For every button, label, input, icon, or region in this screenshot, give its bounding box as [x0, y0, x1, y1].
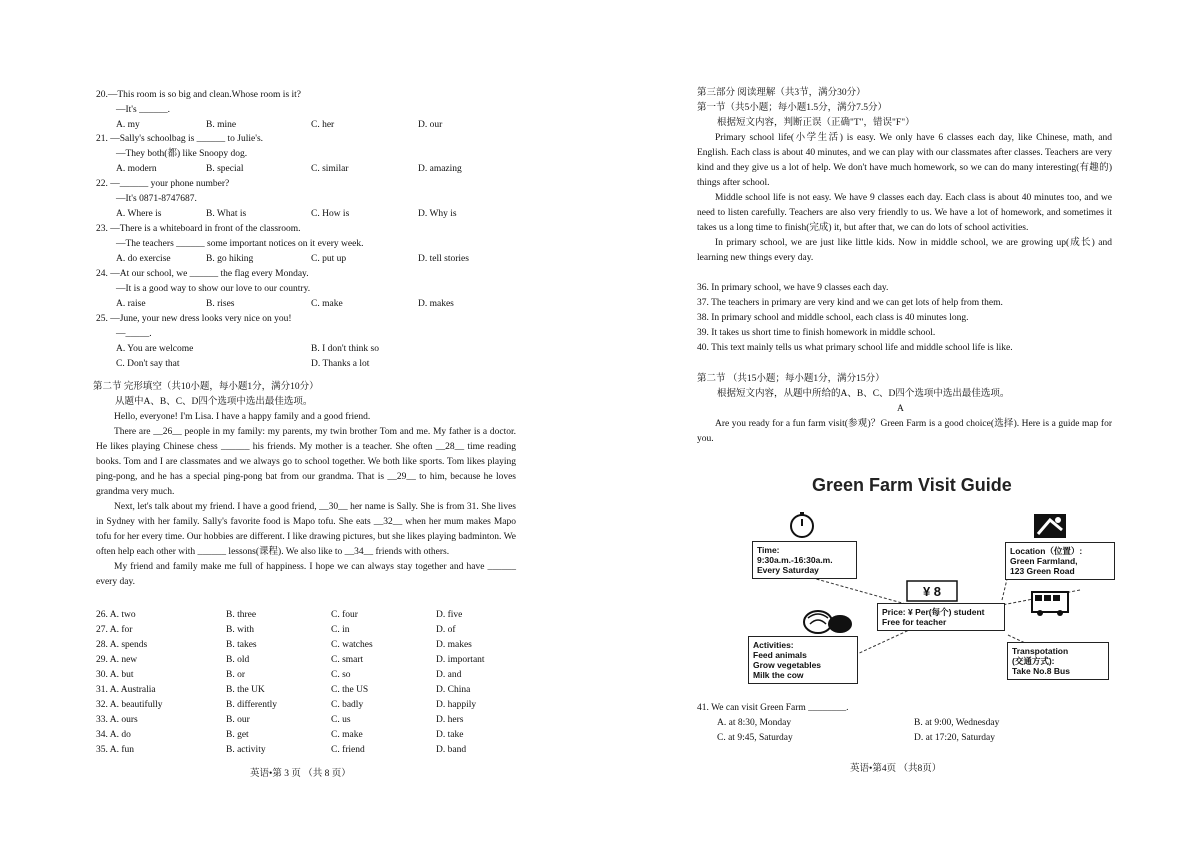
cloze-heading: 第二节 完形填空（共10小题，每小题1分，满分10分） [93, 382, 319, 392]
price-line: Price: ¥ Per(每个) student [882, 607, 985, 617]
statement: 40. This text mainly tells us what primary school life and middle school life is like. [697, 343, 1013, 353]
statement: 39. It takes us short time to finish homework in middle school. [697, 328, 936, 338]
clock-icon [788, 511, 816, 539]
question-line: 24. —At our school, we ______ the flag every Monday. [96, 269, 309, 279]
cloze-option-row: 30. A. but B. or C. so D. and [96, 670, 462, 680]
statement: 37. The teachers in primary are very kind and we can get lots of help from them. [697, 298, 1003, 308]
activity-item: Milk the cow [753, 670, 804, 680]
passage-paragraph: In primary school, we are just like little kids. Now in middle school, we are growing up(成长) and learning new things every day. [697, 238, 1112, 263]
q41-option: D. at 17:20, Saturday [914, 733, 996, 743]
location-label: Location（位置）: [1010, 546, 1083, 556]
passage-paragraph: Primary school life(小学生活) is easy. We only have 6 classes each day, like Chinese, math, and English. Each class is about 40 minutes, and we can play with our classmates after classes. Teachers are very kind and they give us a lot of help. We don't have much homework, so we can do many interesting(有趣的) things after school. [697, 133, 1112, 188]
transportation-value: Take No.8 Bus [1012, 666, 1070, 676]
question-23 [96, 222, 516, 267]
cloze-option-row: 27. A. for B. with C. in D. of [96, 625, 456, 635]
section1-instructions: 根据短文内容，判断正误（正确"T"，错误"F"） [717, 118, 915, 128]
cloze-passage [96, 410, 516, 590]
section2-heading: 第二节 （共15小题；每小题1分，满分15分） [697, 374, 885, 384]
page-footer: 英语•第4页 （共8页） [850, 764, 942, 774]
q41-option: B. at 9:00, Wednesday [914, 718, 1000, 728]
question-21 [96, 132, 516, 177]
options-row: A. Where is B. What is C. How is D. Why is [116, 209, 457, 219]
statement: 38. In primary school and middle school, each class is 40 minutes long. [697, 313, 969, 323]
passage-letter: A [897, 404, 904, 414]
time-box [752, 541, 857, 579]
guide-title: Green Farm Visit Guide [812, 475, 1012, 495]
question-24 [96, 267, 516, 312]
cloze-option-row: 33. A. ours B. our C. us D. hers [96, 715, 464, 725]
cloze-option-row: 32. A. beautifully B. differently C. badly D. happily [96, 700, 477, 710]
question-line: 25. —June, your new dress looks very nice on you! [96, 314, 292, 324]
location-line: Green Farmland, [1010, 556, 1078, 566]
time-label: Time: [757, 545, 780, 555]
cloze-paragraph: There are __26__ people in my family: my parents, my twin brother Tom and me. My father is a doctor. He likes playing Chinese chess ______ his friends. My mother is a teacher. She often __28__ time reading books. Tom and I are classmates and we always go to school together. We both like sports. Tom likes playing ping-pong, and he has a special ping-pong bat from our grandma. That is __29__ to him, because he loves grandma very much. [96, 427, 516, 497]
price-sign-icon [906, 580, 958, 602]
cloze-paragraph: Next, let's talk about my friend. I have a good friend, __30__ her name is Sally. She is from 31. She lives in Sydney with her family. Sally's favorite food is Mapo tofu. She eats __32__ when her mum makes Mapo tofu for her every time. Our hobbies are different. I like drawing pictures, but she likes playing badminton. We often help each other with ______ lessons(课程). We also like to __34__ friends with others. [96, 502, 516, 557]
question-41: 41. We can visit Green Farm ________. [697, 703, 849, 713]
cloze-options-table [96, 608, 516, 758]
q41-option: C. at 9:45, Saturday [717, 733, 793, 743]
transportation-label: Transpotation [1012, 646, 1069, 656]
question-line: 23. —There is a whiteboard in front of the classroom. [96, 224, 301, 234]
cloze-instructions: 从题中A、B、C、D四个选项中选出最佳选项。 [115, 397, 313, 407]
options-row: A. my B. mine C. her D. our [116, 120, 443, 130]
reading-passage [697, 131, 1112, 266]
statement: 36. In primary school, we have 9 classes each day. [697, 283, 889, 293]
cloze-option-row: 35. A. fun B. activity C. friend D. band [96, 745, 467, 755]
price-sign-text: ¥ 8 [922, 584, 942, 599]
options-row: A. do exercise B. go hiking C. put up D. tell stories [116, 254, 469, 264]
question-line: —It's 0871-8747687. [116, 194, 197, 204]
section2-instructions: 根据短文内容，从题中所给的A、B、C、D四个选项中选出最佳选项。 [717, 389, 1010, 399]
section1-heading: 第一节（共5小题；每小题1.5分，满分7.5分） [697, 103, 888, 113]
options-row: A. modern B. special C. similar D. amazing [116, 164, 462, 174]
question-line: —The teachers ______ some important notices on it every week. [116, 239, 364, 249]
intro-paragraph: Are you ready for a fun farm visit(参观)？Green Farm is a good choice(选择). Here is a guide map for you. [697, 419, 1112, 444]
passage-paragraph: Middle school life is not easy. We have 9 classes each day. Each class is about 40 minutes too, and we need to listen carefully. Teachers are also very friendly to us. We have a lot of homework, and sometimes it takes us a long time to finish(完成) it, but after that, we can do lots of school activities. [697, 193, 1112, 233]
activity-item: Feed animals [753, 650, 807, 660]
time-day: Every Saturday [757, 565, 819, 575]
question-20 [96, 88, 516, 133]
question-line: 22. —______ your phone number? [96, 179, 230, 189]
question-25 [96, 312, 516, 372]
intro-passage [697, 417, 1112, 447]
location-line: 123 Green Road [1010, 566, 1075, 576]
question-22 [96, 177, 516, 222]
transportation-cn: (交通方式): [1012, 656, 1055, 666]
options-row: A. raise B. rises C. make D. makes [116, 299, 454, 309]
cloze-paragraph: Hello, everyone! I'm Lisa. I have a happy family and a good friend. [114, 412, 371, 422]
cloze-option-row: 29. A. new B. old C. smart D. important [96, 655, 485, 665]
cloze-option-row: 26. A. two B. three C. four D. five [96, 610, 463, 620]
question-line: —It is a good way to show our love to our country. [116, 284, 311, 294]
question-line: —_____. [116, 329, 152, 339]
part-heading: 第三部分 阅读理解（共3节，满分30分） [697, 88, 866, 98]
cloze-option-row: 34. A. do B. get C. make D. take [96, 730, 464, 740]
vegetables-icon [800, 604, 856, 636]
options-row: A. You are welcome B. I don't think so [116, 344, 379, 354]
transportation-box [1007, 642, 1109, 680]
true-false-statements [697, 281, 1112, 356]
price-box [877, 603, 1005, 631]
bus-icon [1030, 590, 1070, 618]
question-line: 20.—This room is so big and clean.Whose room is it? [96, 90, 302, 100]
question-line: —They both(都) like Snoopy dog. [116, 149, 248, 159]
time-value: 9:30a.m.-16:30a.m. [757, 555, 833, 565]
q41-option: A. at 8:30, Monday [717, 718, 792, 728]
location-box [1005, 542, 1115, 580]
cloze-option-row: 28. A. spends B. takes C. watches D. makes [96, 640, 472, 650]
question-line: 21. —Sally's schoolbag is ______ to Julie's. [96, 134, 264, 144]
question-line: —It's ______. [116, 105, 170, 115]
activity-item: Grow vegetables [753, 660, 822, 670]
activities-box [748, 636, 858, 684]
price-line: Free for teacher [882, 617, 947, 627]
cloze-option-row: 31. A. Australia B. the UK C. the US D. China [96, 685, 471, 695]
activities-label: Activities: [753, 640, 794, 650]
options-row: C. Don't say that D. Thanks a lot [116, 359, 370, 369]
cloze-paragraph: My friend and family make me full of happiness. I hope we can always stay together and have ______ every day. [96, 562, 516, 587]
map-icon [1032, 512, 1068, 542]
page-footer: 英语•第 3 页 （共 8 页） [250, 769, 351, 779]
